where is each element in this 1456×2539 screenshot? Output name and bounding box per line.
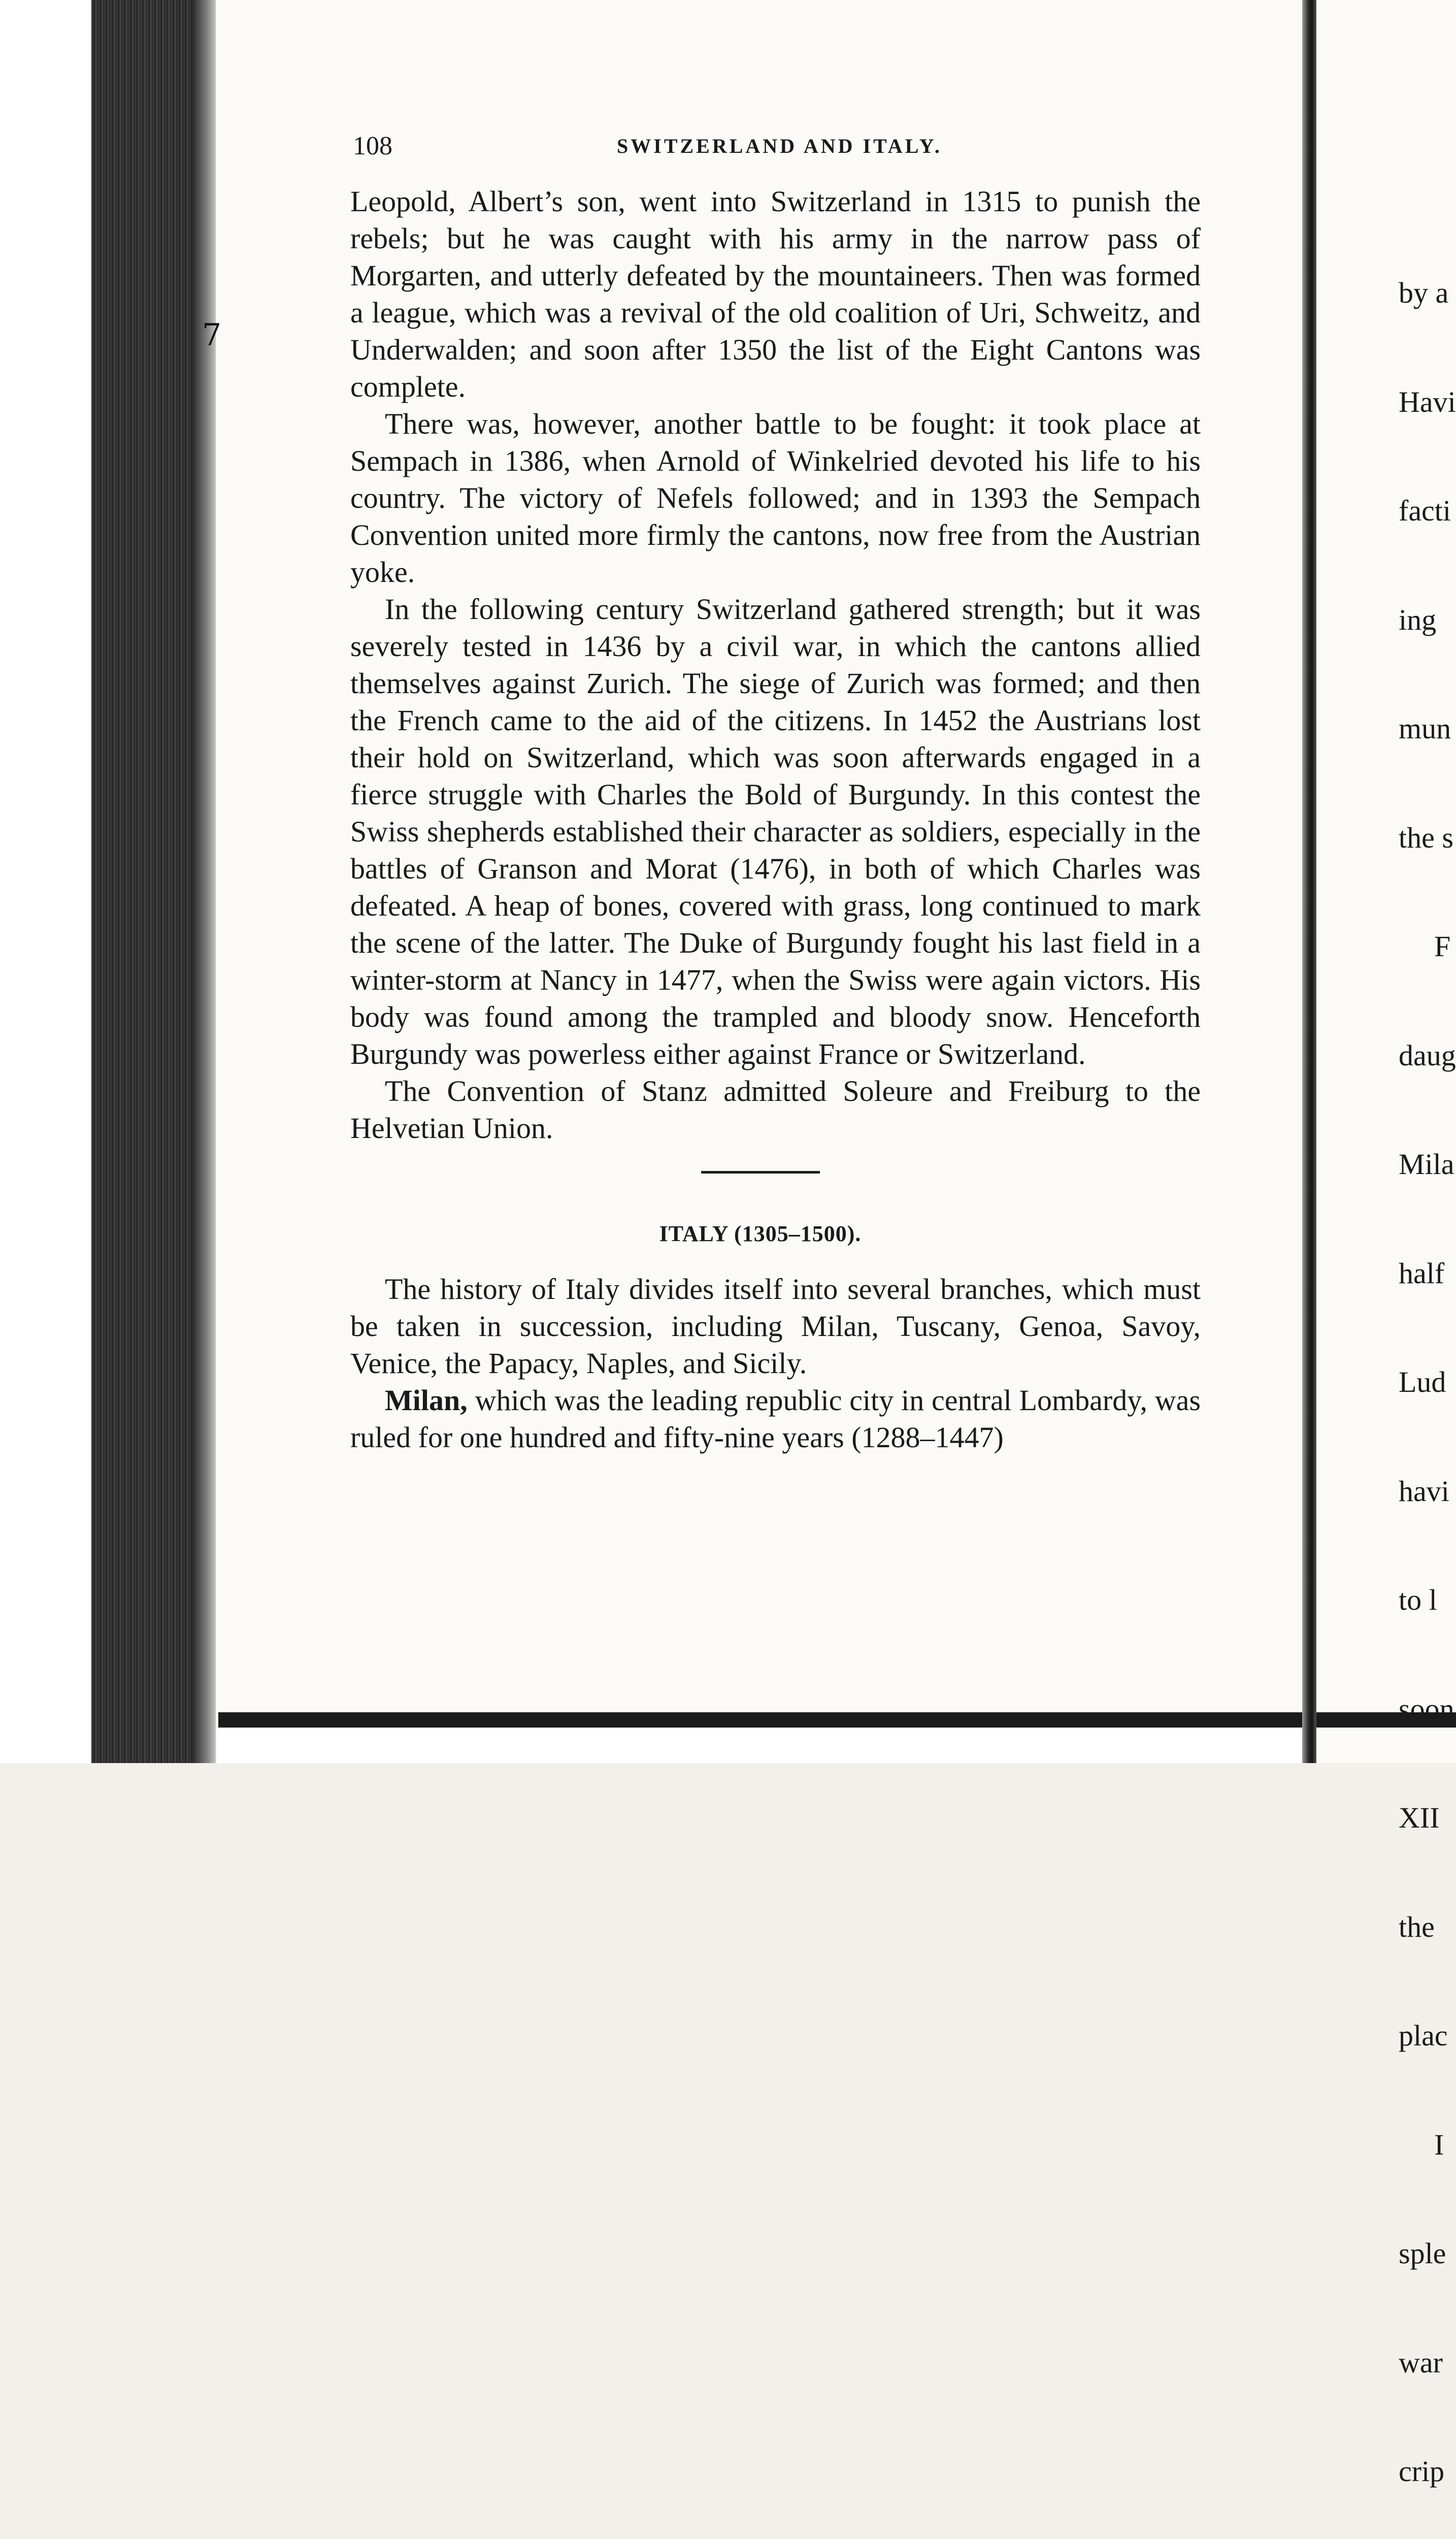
section-divider: [701, 1171, 820, 1174]
facing-line: half: [1399, 1256, 1445, 1290]
facing-line: by a: [1399, 276, 1449, 309]
facing-line: F: [1434, 930, 1451, 963]
facing-line: Lud: [1399, 1365, 1446, 1398]
milan-lead: Milan,: [385, 1384, 468, 1417]
body-text: [350, 183, 1201, 1456]
paragraph: Leopold, Albert’s son, went into Switzerland in 1315 to punish the rebels; but he was caught with his army in the narrow pass of Morgarten, and utterly defeated by the mountaineers. Then was formed a league, which was a revival of the old coalition of Uri, Schweitz, and Underwalden; and soon after 1350 the list of the Eight Cantons was complete.: [350, 185, 1201, 403]
facing-page-text: [1399, 202, 1456, 2539]
facing-line: ing: [1399, 603, 1437, 636]
facing-line: crip: [1399, 2455, 1445, 2488]
facing-line: to l: [1399, 1583, 1437, 1616]
facing-line: sple: [1399, 2237, 1446, 2270]
facing-line: Havi: [1399, 385, 1456, 418]
paragraph: There was, however, another battle to be fought: it took place at Sempach in 1386, when Arnold of Winkelried devoted his life to his country. The victory of Nefels followed; and in 1393 the Sempach Convention united more firmly the cantons, now free from the Austrian yoke.: [350, 407, 1201, 589]
facing-line: mun: [1399, 712, 1451, 745]
facing-line: I: [1434, 2128, 1444, 2161]
margin-mark: 7: [202, 317, 222, 353]
facing-line: the: [1399, 1910, 1435, 1943]
facing-line: XII: [1399, 1801, 1440, 1834]
running-title: SWITZERLAND AND ITALY.: [617, 135, 942, 157]
facing-line: daug: [1399, 1038, 1456, 1072]
facing-line: the s: [1399, 821, 1453, 854]
gutter-shadow: [193, 0, 218, 1763]
page-bottom-edge: [218, 1712, 1305, 1728]
paragraph: The history of Italy divides itself into several branches, which must be taken in succession, including Milan, Tuscany, Genoa, Savoy, Venice, the Papacy, Naples, and Sicily.: [350, 1273, 1201, 1380]
facing-line: havi: [1399, 1474, 1449, 1508]
facing-line: soon: [1399, 1692, 1454, 1726]
facing-line: war: [1399, 2346, 1443, 2379]
facing-line: Mila: [1399, 1148, 1454, 1181]
paragraph: In the following century Switzerland gathered strength; but it was severely tested in 1436 by a civil war, in which the cantons allied themselves against Zurich. The siege of Zurich was formed; and then the French came to the aid of the citizens. In 1452 the Austrians lost their hold on Switzerland, which was soon afterwards engaged in a fierce struggle with Charles the Bold of Burgundy. In this contest the Swiss shepherds established their character as soldiers, especially in the battles of Granson and Morat (1476), in both of which Charles was defeated. A heap of bones, covered with grass, long continued to mark the scene of the latter. The Duke of Burgundy fought his last field in a winter-storm at Nancy in 1477, when the Swiss were again victors. His body was found among the trampled and bloody snow. Henceforth Burgundy was powerless either against France or Switzerland.: [350, 593, 1201, 1070]
running-head: [353, 131, 1201, 161]
paragraph: The Convention of Stanz admitted Soleure and Freiburg to the Helvetian Union.: [350, 1075, 1201, 1145]
book-spine: [1302, 0, 1316, 1763]
page-number: 108: [353, 132, 392, 160]
milan-text: which was the leading republic city in central Lombardy, was ruled for one hundred and fifty-nine years (1288–1447): [350, 1384, 1201, 1454]
paragraph: [350, 1382, 1201, 1456]
scan-bottom-margin: [218, 1729, 1305, 1763]
facing-line: facti: [1399, 494, 1451, 527]
section-heading: ITALY (1305–1500).: [659, 1221, 862, 1246]
facing-line: plac: [1399, 2019, 1448, 2052]
